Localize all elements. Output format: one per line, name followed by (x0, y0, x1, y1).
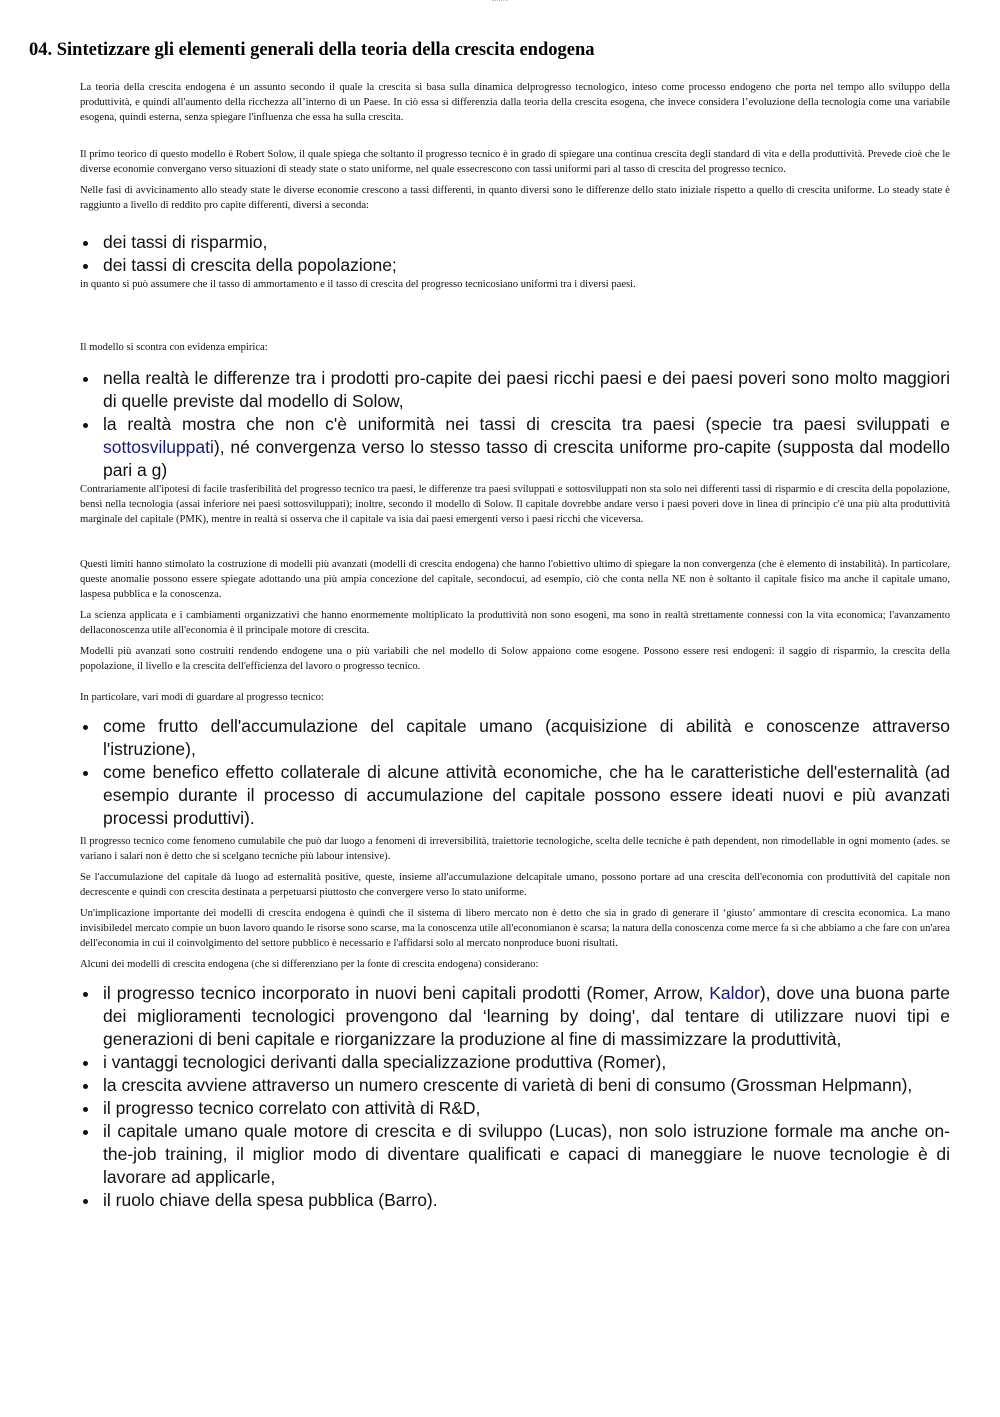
paragraph-modelli-intro: Alcuni dei modelli di crescita endogena (che si differenziano per la fonte di crescita endogena) considerano: (80, 959, 539, 970)
paragraph-esternalita: Se l'accumulazione del capitale dà luogo ad esternalità positive, queste, insieme all'accumulazione delcapitale umano, possono portare ad una crescita dell'economia con produttività del capitale non decrescente e quindi con crescita destinata a perpetuarsi piuttosto che convergere verso lo stato uniforme. (80, 872, 950, 898)
list-item: il capitale umano quale motore di crescita e di sviluppo (Lucas), non solo istruzione formale ma anche on-the-job training, il miglior modo di diventare qualificati e capaci di maneggiare le nuove tecnologie è di lavorare ad applicarle, (80, 1120, 950, 1189)
paragraph-implicazione: Un'implicazione importante dei modelli di crescita endogena è quindi che il sistema di libero mercato non è detto che sia in grado di generare il ‘giusto’ ammontare di crescita economica. La mano invisibiledel mercato compie un buon lavoro quando le risorse sono scarse, ma la conoscenza utile all'economianon è scarsa; la natura della conoscenza come merce fa sì che abbiamo a che fare con un'area dell'economia in cui il coinvolgimento del settore pubblico è necessario e l'affidarsi solo al mercato nonproduce buoni risultati. (80, 908, 950, 949)
list-item-text: ), né convergenza verso lo stesso tasso di crescita uniforme pro-capite (supposta dal modello pari a g) (103, 437, 950, 480)
list-item-text: il progresso tecnico incorporato in nuovi beni capitali prodotti (Romer, Arrow, (103, 983, 710, 1003)
bullet-list-evidenza (80, 367, 950, 482)
bullet-list-progresso (80, 715, 950, 830)
bullet-list-modelli (80, 982, 950, 1212)
paragraph-ammortamento: in quanto si può assumere che il tasso di ammortamento e il tasso di crescita del progresso tecnicosiano uniformi tra i diversi paesi. (80, 279, 636, 290)
page-title: 04. Sintetizzare gli elementi generali della teoria della crescita endogena (29, 40, 595, 60)
paragraph-trasferibilita: Contrariamente all'ipotesi di facile trasferibilità del progresso tecnico tra paesi, le differenze tra paesi sviluppati e sottosviluppati non sta solo nei differenti tassi di risparmio e di crescita della popolazione, bensì nella tecnologia (assai inferiore nei paesi sottosviluppati); inoltre, secondo il modello di Solow. Il capitale dovrebbe andare verso i paesi poveri dove in linea di principio c'è una più alta produttività marginale del capitale (PMK), mentre in realtà si osserva che il capitale va isia dai paesi emergenti verso i paesi ricchi che viceversa. (80, 484, 950, 525)
paragraph-limiti: Questi limiti hanno stimolato la costruzione di modelli più avanzati (modelli di crescita endogena) che hanno l'obiettivo ultimo di spiegare la non convergenza (che è elemento di instabilità). In particolare, queste anomalie possono essere spiegate adottando una più ampia concezione del capitale, secondocui, ad esempio, ciò che conta nella NE non è soltanto il capitale fisico ma anche il capitale umano, laspesa pubblica e la conoscenza. (80, 559, 950, 600)
list-item: il progresso tecnico correlato con attività di R&D, (80, 1097, 950, 1120)
paragraph-cumulabile: Il progresso tecnico come fenomeno cumulabile che può dar luogo a fenomeni di irreversibilità, traiettorie tecnologiche, scelta delle tecniche è path dependent, non rimodellable in ogni momento (ades. se variano i salari non è detto che si scelgano tecniche più labour intensive). (80, 836, 950, 862)
list-item: dei tassi di crescita della popolazione; (80, 254, 950, 277)
paragraph-modelli-avanzati: Modelli più avanzati sono costruiti rendendo endogene una o più variabili che nel modello di Solow appaiono come esogene. Possono essere resi endogeni: il saggio di risparmio, la crescita della popolazione, il livello e la crescita dell'efficienza del lavoro o progresso tecnico. (80, 646, 950, 672)
paragraph-evidenza: Il modello si scontra con evidenza empirica: (80, 342, 268, 353)
list-item: nella realtà le differenze tra i prodotti pro-capite dei paesi ricchi paesi e dei paesi poveri sono molto maggiori di quelle previste dal modello di Solow, (80, 367, 950, 413)
paragraph-progresso-intro: In particolare, vari modi di guardare al progresso tecnico: (80, 692, 324, 703)
link-sottosviluppati[interactable]: sottosviluppati (103, 437, 214, 457)
list-item-text: la realtà mostra che non c'è uniformità nei tassi di crescita tra paesi (specie tra paesi sviluppati e (103, 414, 950, 434)
paragraph-scienza: La scienza applicata e i cambiamenti organizzativi che hanno enormemente moltiplicato la produttività non sono esogeni, ma sono in realtà strettamente connessi con la vita economica; l'avanzamento dellaconoscenza utile all'economia è il principale motore di crescita. (80, 610, 950, 636)
list-item: la crescita avviene attraverso un numero crescente di varietà di beni di consumo (Grossman Helpmann), (80, 1074, 950, 1097)
document-body (80, 80, 950, 1212)
list-item (80, 413, 950, 482)
paragraph-intro: La teoria della crescita endogena è un assunto secondo il quale la crescita si basa sulla dinamica delprogresso tecnologico, inteso come processo endogeno che porta nel tempo allo sviluppo della produttività, e quindi all'aumento della ricchezza all’interno di un Paese. In ciò essa si differenzia dalla teoria della crescita esogena, che invece considera l’evoluzione della tecnologia come una variabile esogena, quindi esterna, senza spiegare l'influenza che essa ha sulla crescita. (80, 82, 950, 123)
link-kaldor[interactable]: Kaldor (709, 983, 760, 1003)
list-item: come frutto dell'accumulazione del capitale umano (acquisizione di abilità e conoscenze attraverso l'istruzione), (80, 715, 950, 761)
list-item (80, 982, 950, 1051)
list-item-text: ), dove una buona parte dei miglioramenti tecnologici provengono dal ‘learning by doing', dal tentare di utilizzare nuovi tipi e generazioni di beni capitale e riorganizzare la produzione al fine di massimizzare la produttività, (103, 983, 950, 1049)
paragraph-solow: Il primo teorico di questo modello è Robert Solow, il quale spiega che soltanto il progresso tecnico è in grado di spiegare una continua crescita degli standard di vita e della produttività. Prevede cioè che le diverse economie convergano verso situazioni di steady state o stato uniforme, nel quale essecrescono con tassi uniformi pari al tasso di crescita del progresso tecnico. (80, 149, 950, 175)
bullet-list-steady-state (80, 231, 950, 277)
list-item: il ruolo chiave della spesa pubblica (Barro). (80, 1189, 950, 1212)
paragraph-steady-state: Nelle fasi di avvicinamento allo steady state le diverse economie crescono a tassi differenti, in quanto diversi sono le differenze dello stato iniziale rispetto a quello di crescita uniforme. Lo steady state è raggiunto a livello di reddito pro capite differenti, diversi a seconda: (80, 185, 950, 211)
list-item: i vantaggi tecnologici derivanti dalla specializzazione produttiva (Romer), (80, 1051, 950, 1074)
page-header-mark (492, 0, 508, 3)
list-item: dei tassi di risparmio, (80, 231, 950, 254)
list-item: come benefico effetto collaterale di alcune attività economiche, che ha le caratteristiche dell'esternalità (ad esempio durante il processo di accumulazione del capitale possono essere ideati nuovi e più avanzati processi produttivi). (80, 761, 950, 830)
